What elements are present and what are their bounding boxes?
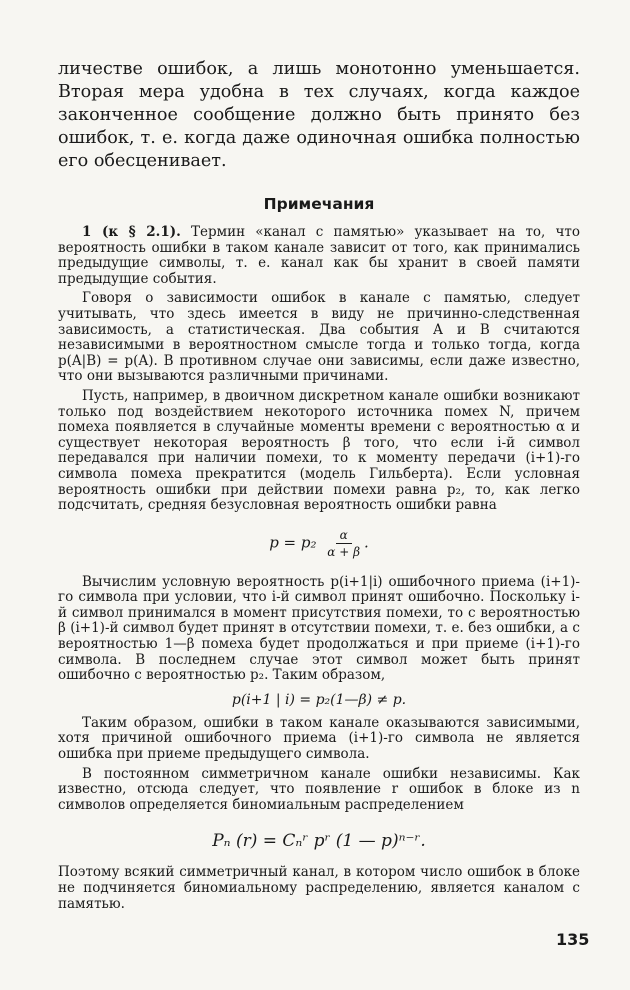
formula-1-denominator: α + β — [327, 544, 361, 559]
formula-1-tail: . — [364, 533, 369, 552]
note-1-marker: 1 (к § 2.1). — [82, 224, 181, 240]
formula-binomial: Pₙ (r) = Cₙʳ pʳ (1 — p)ⁿ⁻ʳ. — [212, 831, 426, 852]
paragraph-conditional-probability: Вычислим условную вероятность p(i+1|i) ошибочного приема (i+1)-го символа при условии, что i-й символ принят ошибочно. Поскольку i-й символ принимался в момент присутствия помехи, то с вероятностью β (i+1)-й символ будет принят в отсутствии помехи, т. е. без ошибки, а с вероятностью 1—β помеха будет продолжаться и при приеме (i+1)-го символа. В последнем случае этот символ может быть принят ошибочно с вероятностью p₂. Таким образом, — [58, 573, 580, 684]
formula-1-numerator: α — [336, 528, 352, 544]
formula-1-fraction — [323, 528, 364, 559]
formula-average-error — [58, 528, 580, 559]
formula-1-lhs: p = p₂ — [269, 533, 317, 552]
intro-paragraph: личестве ошибок, а лишь монотонно уменьшается. Вторая мера удобна в тех случаях, когда каждое законченное сообщение должно быть принято без ошибок, т. е. когда даже одиночная ошибка полностью его обесценивает. — [58, 59, 580, 171]
paragraph-dependence: Говоря о зависимости ошибок в канале с памятью, следует учитывать, что здесь имеется в виду не причинно-следственная зависимость, а статистическая. Два события A и B считаются независимыми в вероятностном смысле тогда и только тогда, когда p(A|B) = p(A). В противном случае они зависимы, если даже известно, что они вызываются различными причинами. — [58, 290, 580, 385]
paragraph-conclusion: Поэтому всякий симметричный канал, в котором число ошибок в блоке не подчиняется биномиальному распределению, является каналом с памятью. — [58, 864, 580, 912]
page-body — [58, 58, 580, 912]
page-number: 135 — [556, 930, 590, 949]
note-1-paragraph — [58, 225, 580, 287]
paragraph-symmetric-channel: В постоянном симметричном канале ошибки независимы. Как известно, отсюда следует, что появление r ошибок в блоке из n символов определяется биномиальным распределением — [58, 765, 580, 813]
section-heading: Примечания — [263, 195, 375, 213]
paragraph-gilbert-model: Пусть, например, в двоичном дискретном канале ошибки возникают только под воздействием некоторого источника помех N, причем помеха появляется в случайные моменты времени с вероятностью α и существует некоторая вероятность β того, что если i-й символ передавался при наличии помехи, то к моменту передачи (i+1)-го символа помеха прекратится (модель Гильберта). Если условная вероятность ошибки при действии помехи равна p₂, то, как легко подсчитать, средняя безусловная вероятность ошибки равна — [58, 387, 580, 514]
note-1-text: Термин «канал с памятью» указывает на то, что вероятность ошибки в таком канале зависит от того, как принимались предыдущие символы, т. е. канал как бы хранит в своей памяти предыдущие события. — [58, 224, 581, 287]
formula-conditional-error: p(i+1 | i) = p₂(1—β) ≠ p. — [231, 691, 407, 708]
paragraph-dependent-errors: Таким образом, ошибки в таком канале оказываются зависимыми, хотя причиной ошибочного приема (i+1)-го символа не является ошибка при приеме предыдущего символа. — [58, 714, 580, 763]
